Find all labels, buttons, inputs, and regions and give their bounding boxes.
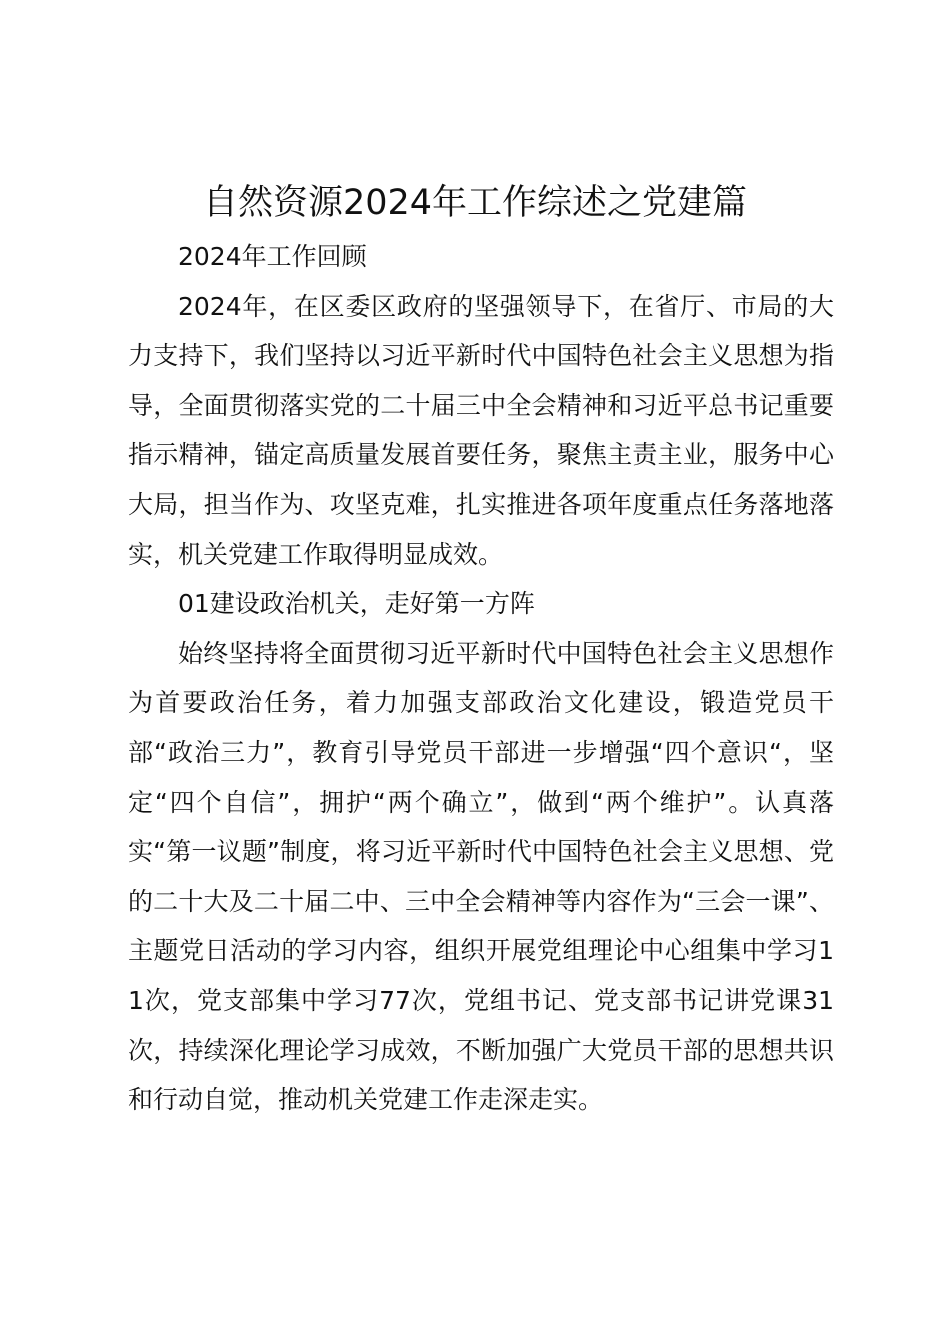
section-heading-review: 2024年工作回顾 — [178, 242, 367, 271]
paragraph-overview: 2024年，在区委区政府的坚强领导下，在省厅、市局的大力支持下，我们坚持以习近平新时代中国特色社会主义思想为指导，全面贯彻落实党的二十届三中全会精神和习近平总书记重要指示精神，锚定高质量发展首要任务，聚焦主责主业，服务中心大局，担当作为、攻坚克难，扎实推进各项年度重点任务落地落实，机关党建工作取得明显成效。 — [128, 291, 834, 569]
document-title: 自然资源2024年工作综述之党建篇 — [202, 183, 748, 223]
paragraph-political-organ: 始终坚持将全面贯彻习近平新时代中国特色社会主义思想作为首要政治任务，着力加强支部政治文化建设，锻造党员干部“政治三力”，教育引导党员干部进一步增强“四个意识“，坚定“四个自信”，拥护“两个确立”，做到“两个维护”。认真落实“第一议题”制度，将习近平新时代中国特色社会主义思想、党的二十大及二十届二中、三中全会精神等内容作为“三会一课”、主题党日活动的学习内容，组织开展党组理论中心组集中学习11次，党支部集中学习77次，党组书记、党支部书记讲党课31次，持续深化理论学习成效，不断加强广大党员干部的思想共识和行动自觉，推动机关党建工作走深走实。 — [128, 638, 834, 1115]
section-heading-01: 01建设政治机关，走好第一方阵 — [178, 589, 535, 619]
document-body — [128, 232, 834, 1125]
